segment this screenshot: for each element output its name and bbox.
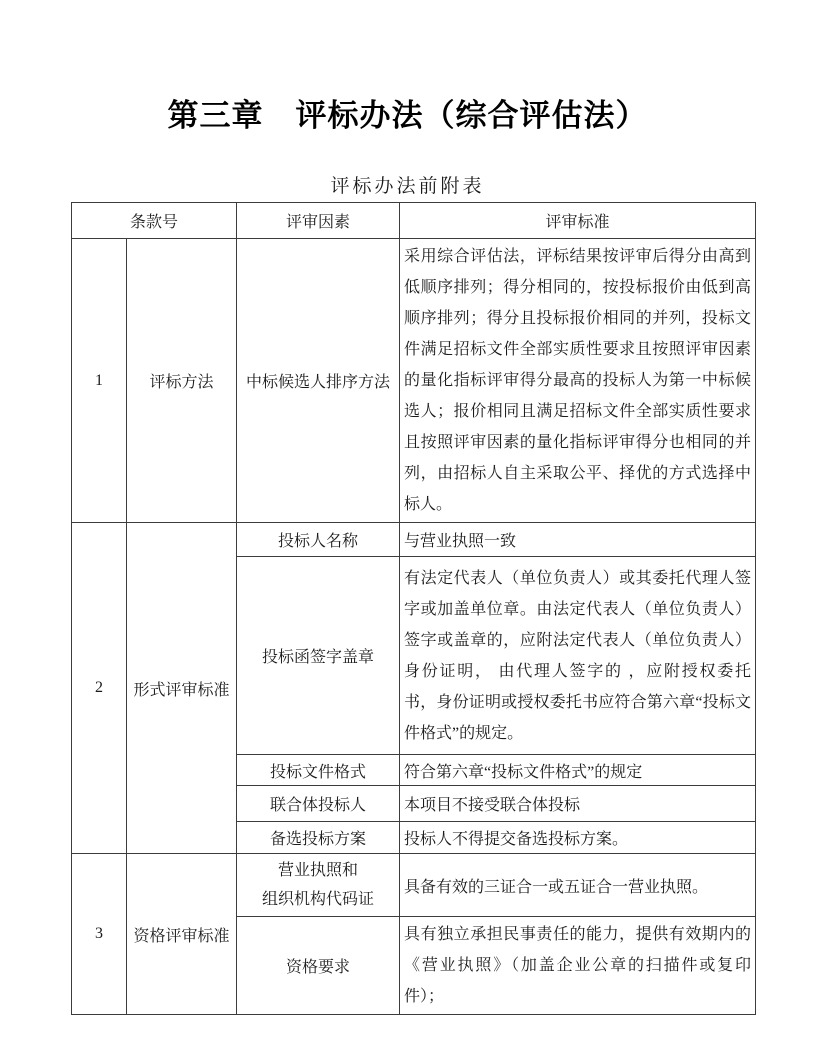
row2-item4-factor: 联合体投标人: [237, 786, 400, 822]
chapter-title: 第三章 评标办法（综合评估法）: [167, 98, 648, 133]
row2-category: 形式评审标准: [127, 523, 237, 854]
row3-item2-factor: 资格要求: [237, 917, 400, 1015]
row3-category: 资格评审标准: [127, 854, 237, 1015]
row1-category: 评标方法: [127, 239, 237, 523]
row3-clause-number: 3: [72, 854, 127, 1015]
row3-item1-criteria: 具备有效的三证合一或五证合一营业执照。: [400, 854, 756, 917]
row2-item1-criteria: 与营业执照一致: [400, 523, 756, 557]
row2-item2-factor: 投标函签字盖章: [237, 557, 400, 755]
header-criteria: 评审标准: [400, 203, 756, 239]
table-row-3-item-1: [72, 854, 756, 917]
row1-clause-number: 1: [72, 239, 127, 523]
row2-item1-factor: 投标人名称: [237, 523, 400, 557]
header-factor: 评审因素: [237, 203, 400, 239]
row3-item1-factor: [237, 854, 400, 917]
row2-item4-criteria: 本项目不接受联合体投标: [400, 786, 756, 822]
row3-item1-factor-line2: 组织机构代码证: [262, 891, 375, 908]
row3-item1-factor-line1: 营业执照和: [278, 862, 359, 879]
table-header-row: [72, 203, 756, 239]
row1-criteria: 采用综合评估法，评标结果按评审后得分由高到低顺序排列；得分相同的，按投标报价由低到高顺序排列；得分且投标报价相同的并列，投标文件满足招标文件全部实质性要求且按照评审因素的量化指标评审得分最高的投标人为第一中标候选人；报价相同且满足招标文件全部实质性要求且按照评审因素的量化指标评审得分也相同的并列，由招标人自主采取公平、择优的方式选择中标人。: [400, 239, 756, 523]
row2-item3-criteria: 符合第六章“投标文件格式”的规定: [400, 755, 756, 786]
table-row-2-item-1: [72, 523, 756, 557]
header-clause-no: 条款号: [72, 203, 237, 239]
row3-item2-criteria: 具有独立承担民事责任的能力，提供有效期内的《营业执照》（加盖企业公章的扫描件或复印件）；: [400, 917, 756, 1015]
row2-clause-number: 2: [72, 523, 127, 854]
row2-item2-criteria: 有法定代表人（单位负责人）或其委托代理人签字或加盖单位章。由法定代表人（单位负责人）签字或盖章的，应附法定代表人（单位负责人） 身份证明， 由代理人签字的 ，应附授权委托 书，身份证明或授权委托书应符合第六章“投标文件格式”的规定。: [400, 557, 756, 755]
table-row-1: [72, 239, 756, 523]
row2-item3-factor: 投标文件格式: [237, 755, 400, 786]
row2-item5-criteria: 投标人不得提交备选投标方案。: [400, 822, 756, 854]
row1-factor: 中标候选人排序方法: [237, 239, 400, 523]
table-caption: 评标办法前附表: [330, 176, 485, 197]
evaluation-method-table: [71, 202, 756, 1015]
row2-item5-factor: 备选投标方案: [237, 822, 400, 854]
